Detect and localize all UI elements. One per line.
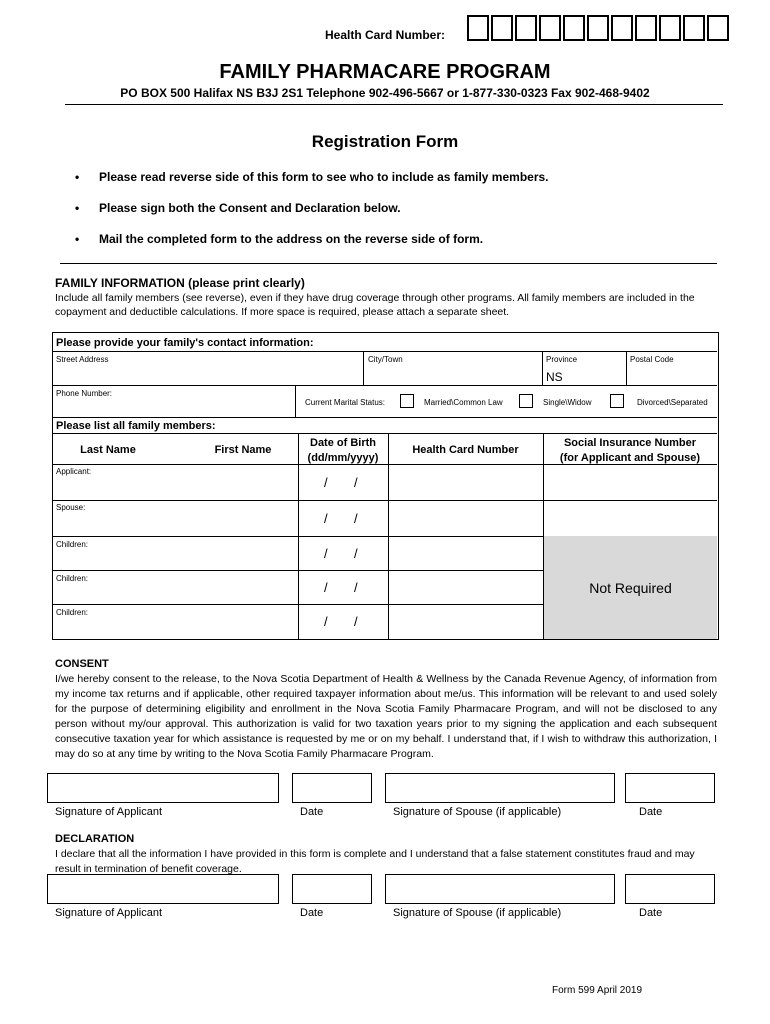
street-address-field[interactable]: [53, 351, 363, 385]
first-name-header: First Name: [214, 444, 272, 456]
married-checkbox[interactable]: [400, 394, 414, 408]
table-line: [53, 604, 543, 605]
province-value: NS: [546, 370, 563, 384]
single-checkbox[interactable]: [519, 394, 533, 408]
dob-format-header: (dd/mm/yyyy): [307, 452, 379, 464]
health-card-digit-box[interactable]: [491, 15, 513, 41]
bullet-icon: •: [75, 170, 80, 184]
health-card-digit-box[interactable]: [539, 15, 561, 41]
spouse-row-label: Spouse:: [56, 503, 86, 512]
declaration-applicant-signature-field[interactable]: [47, 874, 279, 904]
city-field[interactable]: [364, 351, 542, 385]
declaration-applicant-date-field[interactable]: [292, 874, 372, 904]
date-slash: /: [354, 580, 358, 595]
date-slash: /: [354, 475, 358, 490]
table-line: [53, 536, 543, 537]
date-label: Date: [300, 907, 324, 919]
header-divider: [65, 104, 723, 105]
contact-heading: Please provide your family's contact information:: [56, 337, 314, 349]
instruction-item: • Mail the completed form to the address on the reverse side of form.: [75, 232, 484, 246]
consent-title: CONSENT: [55, 658, 109, 670]
health-card-digit-box[interactable]: [635, 15, 657, 41]
program-title: FAMILY PHARMACARE PROGRAM: [219, 61, 551, 83]
phone-label: Phone Number:: [56, 389, 113, 398]
divorced-checkbox[interactable]: [610, 394, 624, 408]
health-card-digit-box[interactable]: [683, 15, 705, 41]
health-card-digit-box[interactable]: [611, 15, 633, 41]
province-label: Province: [546, 355, 578, 364]
table-line: [53, 433, 717, 434]
city-label: City/Town: [368, 355, 403, 364]
health-card-header: Health Card Number: [412, 444, 519, 456]
date-slash: /: [354, 614, 358, 629]
instruction-item: • Please read reverse side of this form to see who to include as family members.: [75, 170, 549, 184]
health-card-digit-box[interactable]: [707, 15, 729, 41]
date-slash: /: [324, 511, 328, 526]
bullet-icon: •: [75, 232, 80, 246]
table-line: [542, 351, 543, 385]
single-option-label: Single\Widow: [543, 398, 592, 407]
declaration-title: DECLARATION: [55, 833, 135, 845]
table-line: [53, 417, 717, 418]
phone-field[interactable]: [53, 385, 295, 417]
health-card-digit-box[interactable]: [587, 15, 609, 41]
divorced-option-label: Divorced\Separated: [637, 398, 708, 407]
table-line: [295, 385, 296, 417]
child-row-label: Children:: [56, 574, 89, 583]
program-address: PO BOX 500 Halifax NS B3J 2S1 Telephone 902-496-5667 or 1-877-330-0323 Fax 902-468-9402: [120, 86, 650, 100]
consent-text: I/we hereby consent to the release, to the Nova Scotia Department of Health & Wellness by the Canada Revenue Agency, of information from my income tax returns and if applicable, other required taxpayer information about me/us. This information will be relevant to and used solely for the purpose of determining eligibility and enrollment in the Nova Scotia Family Pharmacare Program, and will not be disclosed to any person without my/our approval. This authorization is valid for two taxation years prior to my signing the application and each subsequent consecutive taxation year for which assistance is requested by me or on my behalf. I understand that, if I wish to withdraw this authorization, I may do so at any time by writing to the Nova Scotia Family Pharmacare Program.: [55, 673, 717, 760]
applicant-signature-label: Signature of Applicant: [55, 907, 163, 919]
health-card-digit-box[interactable]: [563, 15, 585, 41]
consent-applicant-signature-field[interactable]: [47, 773, 279, 803]
spouse-signature-label: Signature of Spouse (if applicable): [393, 806, 562, 818]
consent-spouse-date-field[interactable]: [625, 773, 715, 803]
health-card-digit-box[interactable]: [515, 15, 537, 41]
child-row-label: Children:: [56, 540, 89, 549]
date-label: Date: [300, 806, 324, 818]
health-card-digit-box[interactable]: [467, 15, 489, 41]
child-row-label: Children:: [56, 608, 89, 617]
health-card-number-label: Health Card Number:: [325, 28, 446, 42]
postal-code-label: Postal Code: [630, 355, 674, 364]
date-label: Date: [639, 806, 663, 818]
form-title: Registration Form: [311, 132, 459, 151]
date-slash: /: [354, 511, 358, 526]
section-divider: [60, 263, 717, 264]
instruction-list: [75, 170, 715, 263]
street-address-label: Street Address: [56, 355, 109, 364]
family-table: [52, 332, 719, 640]
applicant-signature-label: Signature of Applicant: [55, 806, 163, 818]
bullet-icon: •: [75, 201, 80, 215]
sin-sub-header: (for Applicant and Spouse): [559, 452, 701, 464]
declaration-spouse-signature-field[interactable]: [385, 874, 615, 904]
last-name-header: Last Name: [80, 444, 136, 456]
date-slash: /: [324, 475, 328, 490]
dob-header: Date of Birth: [310, 437, 376, 449]
married-option-label: Married\Common Law: [424, 398, 503, 407]
date-slash: /: [354, 546, 358, 561]
date-slash: /: [324, 580, 328, 595]
members-heading: Please list all family members:: [56, 420, 216, 432]
date-slash: /: [324, 546, 328, 561]
spouse-signature-label: Signature of Spouse (if applicable): [393, 907, 562, 919]
sin-header: Social Insurance Number: [563, 437, 697, 449]
declaration-text: I declare that all the information I have provided in this form is complete and I understand that a false statement constitutes fraud and may result in termination of benefit coverage.: [55, 848, 695, 875]
marital-status-label: Current Marital Status:: [305, 398, 386, 407]
not-required-label: Not Required: [589, 580, 672, 596]
table-line: [53, 570, 543, 571]
postal-code-field[interactable]: [627, 351, 717, 385]
date-slash: /: [324, 614, 328, 629]
date-label: Date: [639, 907, 663, 919]
family-info-description: Include all family members (see reverse), even if they have drug coverage through other programs. All family members are included in the copayment and deductible calculations. If more space is required, please attach a separate sheet.: [55, 292, 695, 318]
consent-applicant-date-field[interactable]: [292, 773, 372, 803]
instruction-item: • Please sign both the Consent and Declaration below.: [75, 201, 401, 215]
declaration-spouse-date-field[interactable]: [625, 874, 715, 904]
applicant-row-label: Applicant:: [56, 467, 92, 476]
table-line: [53, 500, 717, 501]
health-card-digit-box[interactable]: [659, 15, 681, 41]
health-card-number-boxes[interactable]: [467, 15, 731, 41]
family-info-title: FAMILY INFORMATION (please print clearly): [55, 276, 305, 290]
consent-spouse-signature-field[interactable]: [385, 773, 615, 803]
form-number: Form 599 April 2019: [552, 985, 643, 996]
table-line: [53, 464, 717, 465]
